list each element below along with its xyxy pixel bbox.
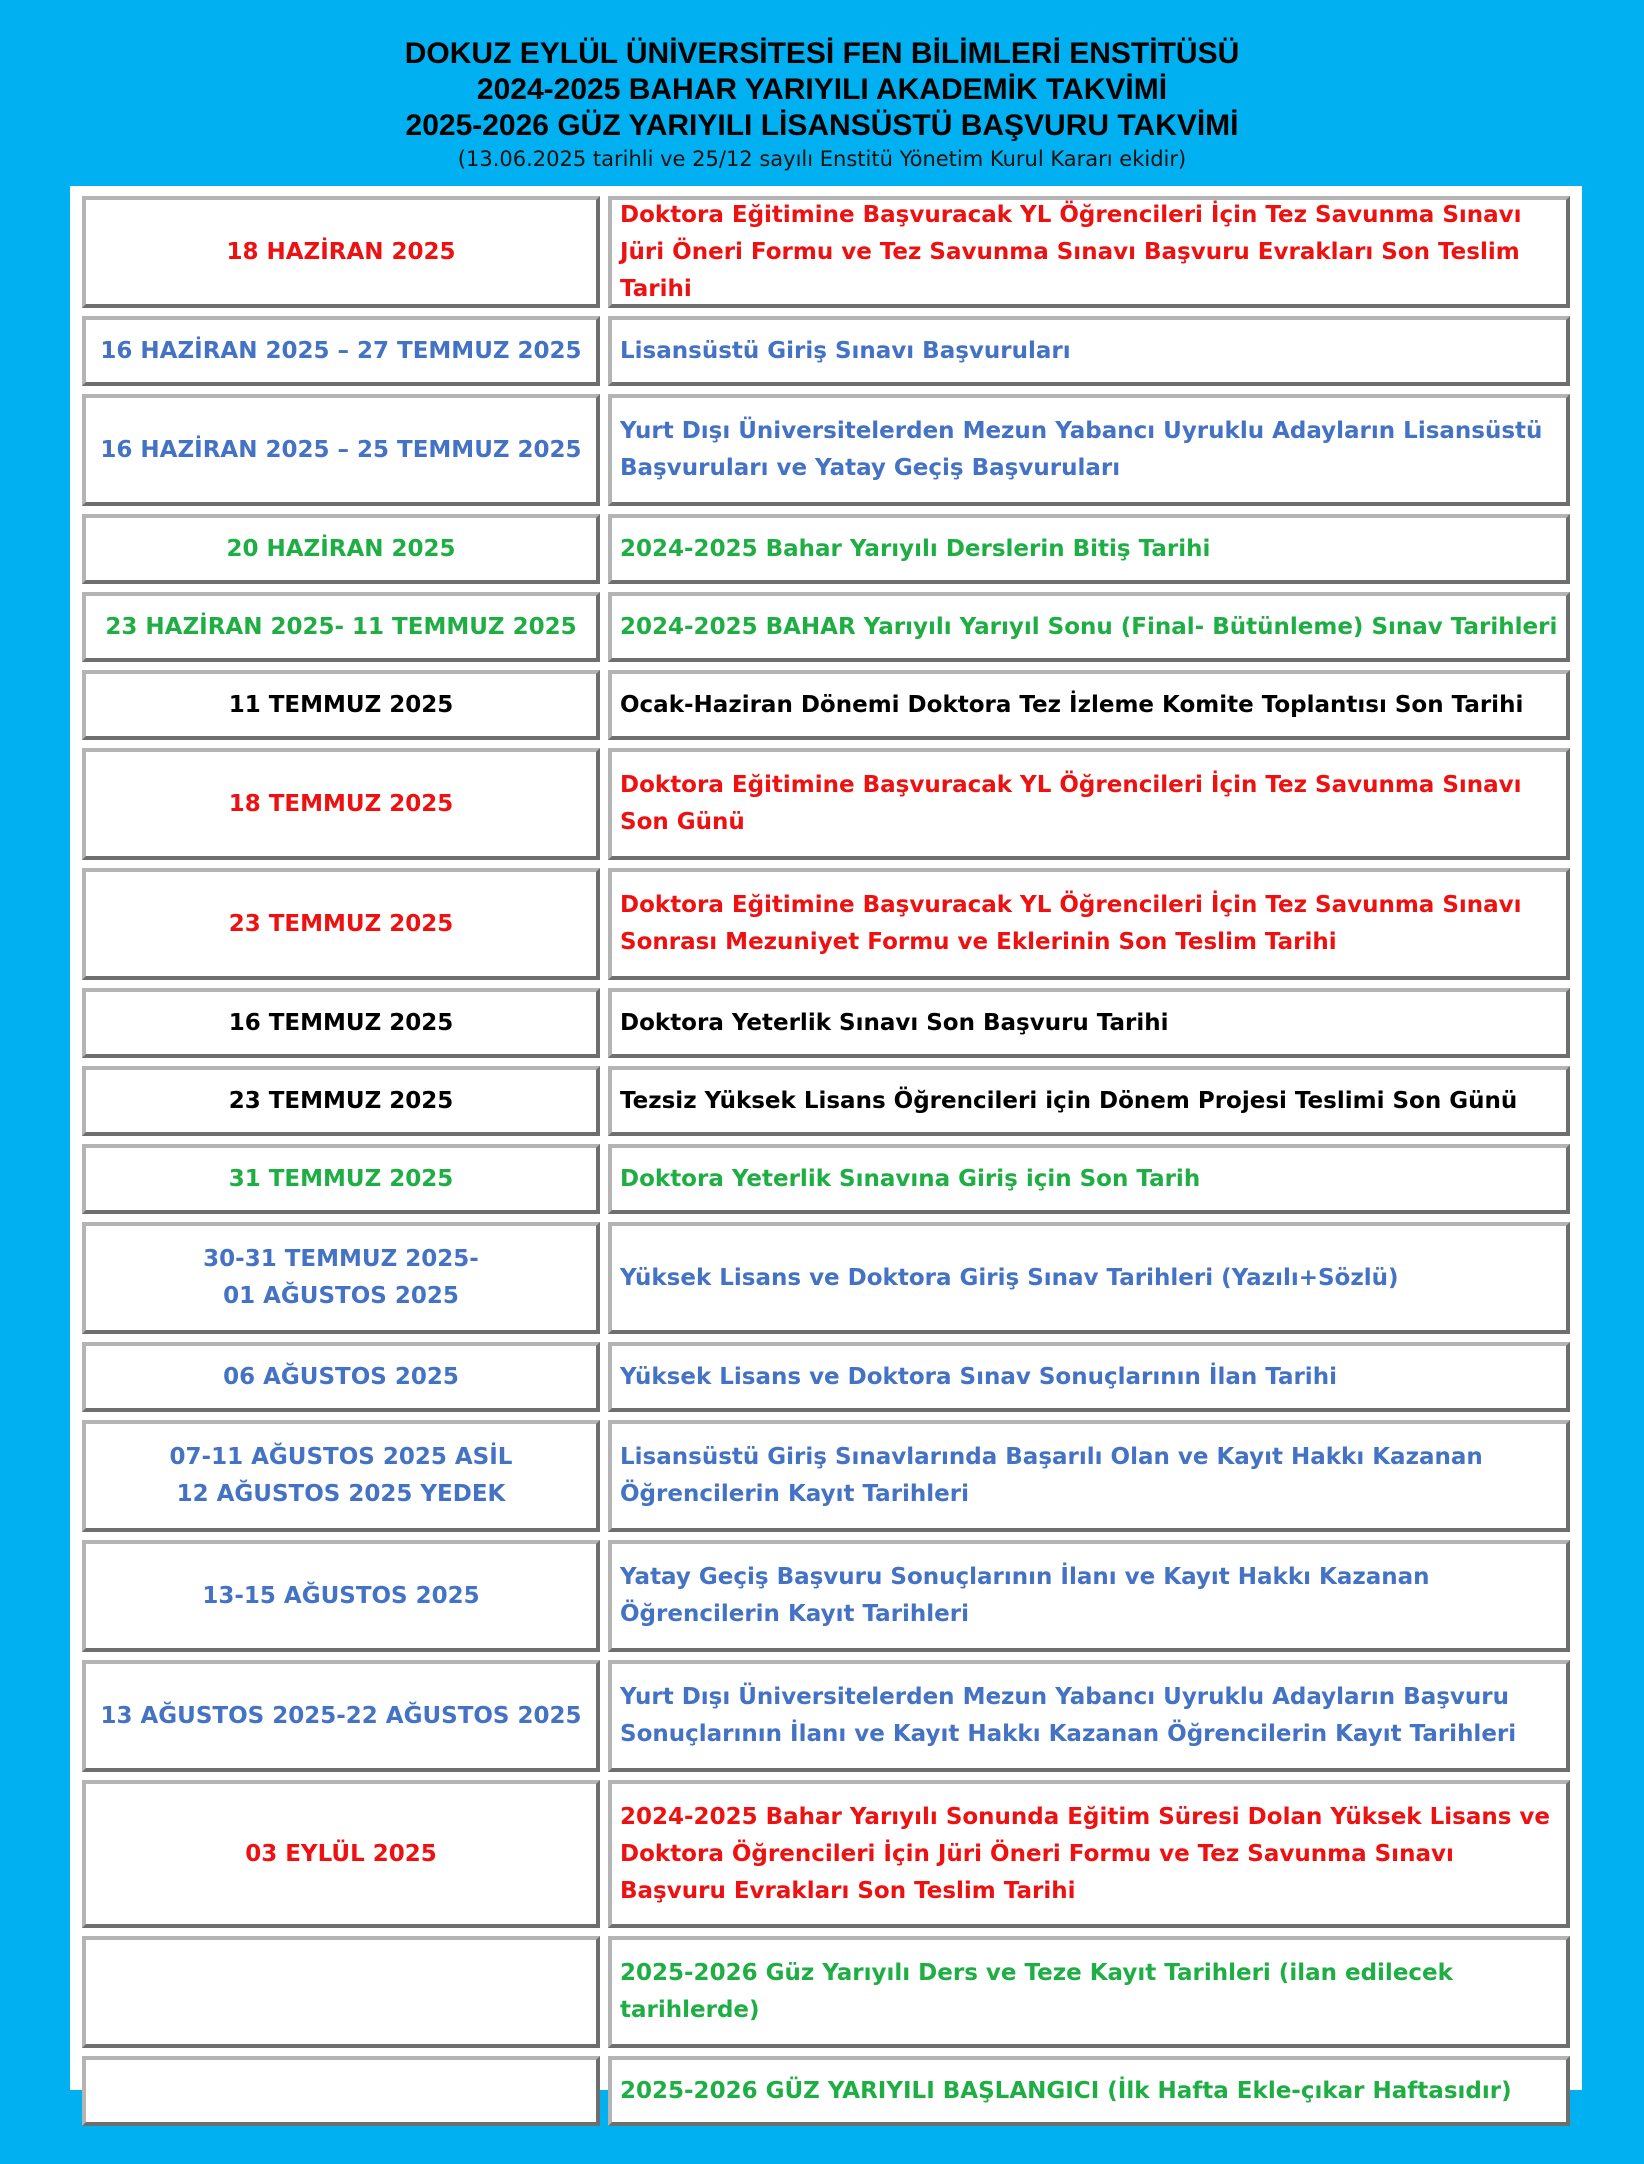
event-description-cell: Tezsiz Yüksek Lisans Öğrencileri için Dönem Projesi Teslimi Son Günü <box>608 1066 1570 1136</box>
calendar-row <box>82 1222 1570 1334</box>
date-cell: 20 HAZİRAN 2025 <box>82 514 600 584</box>
event-description-cell: Doktora Eğitimine Başvuracak YL Öğrencileri İçin Tez Savunma Sınavı Jüri Öneri Formu ve Tez Savunma Sınavı Başvuru Evrakları Son Teslim Tarihi <box>608 196 1570 308</box>
document-header <box>0 36 1644 174</box>
academic-calendar-title: 2024-2025 BAHAR YARIYILI AKADEMİK TAKVİMİ <box>476 73 1168 106</box>
event-description-cell: Doktora Yeterlik Sınavı Son Başvuru Tarihi <box>608 988 1570 1058</box>
calendar-row <box>82 1660 1570 1772</box>
date-cell <box>82 1936 600 2048</box>
event-description-cell: 2024-2025 BAHAR Yarıyılı Yarıyıl Sonu (Final- Bütünleme) Sınav Tarihleri <box>608 592 1570 662</box>
event-description-cell: 2024-2025 Bahar Yarıyılı Derslerin Bitiş Tarihi <box>608 514 1570 584</box>
event-description-cell: Ocak-Haziran Dönemi Doktora Tez İzleme Komite Toplantısı Son Tarihi <box>608 670 1570 740</box>
event-description-cell: Yüksek Lisans ve Doktora Giriş Sınav Tarihleri (Yazılı+Sözlü) <box>608 1222 1570 1334</box>
date-cell: 16 HAZİRAN 2025 – 25 TEMMUZ 2025 <box>82 394 600 506</box>
event-description-cell: 2025-2026 GÜZ YARIYILI BAŞLANGICI (İlk Hafta Ekle-çıkar Haftasıdır) <box>608 2056 1570 2126</box>
calendar-row <box>82 1420 1570 1532</box>
event-description-cell: Yatay Geçiş Başvuru Sonuçlarının İlanı ve Kayıt Hakkı Kazanan Öğrencilerin Kayıt Tarihleri <box>608 1540 1570 1652</box>
calendar-row <box>82 748 1570 860</box>
calendar-row <box>82 196 1570 308</box>
event-description-cell: Lisansüstü Giriş Sınavlarında Başarılı Olan ve Kayıt Hakkı Kazanan Öğrencilerin Kayıt Tarihleri <box>608 1420 1570 1532</box>
event-description-cell: Yüksek Lisans ve Doktora Sınav Sonuçlarının İlan Tarihi <box>608 1342 1570 1412</box>
calendar-row <box>82 592 1570 662</box>
calendar-row <box>82 670 1570 740</box>
calendar-row <box>82 1144 1570 1214</box>
date-cell: 31 TEMMUZ 2025 <box>82 1144 600 1214</box>
date-cell: 18 TEMMUZ 2025 <box>82 748 600 860</box>
calendar-row <box>82 868 1570 980</box>
date-cell: 13 AĞUSTOS 2025-22 AĞUSTOS 2025 <box>82 1660 600 1772</box>
calendar-row <box>82 394 1570 506</box>
event-description-cell: Lisansüstü Giriş Sınavı Başvuruları <box>608 316 1570 386</box>
calendar-row <box>82 1066 1570 1136</box>
date-cell: 03 EYLÜL 2025 <box>82 1780 600 1928</box>
calendar-row <box>82 316 1570 386</box>
date-cell: 30-31 TEMMUZ 2025- 01 AĞUSTOS 2025 <box>82 1222 600 1334</box>
calendar-rows <box>82 196 1570 2104</box>
date-cell: 11 TEMMUZ 2025 <box>82 670 600 740</box>
calendar-row <box>82 514 1570 584</box>
event-description-cell: Doktora Eğitimine Başvuracak YL Öğrencileri İçin Tez Savunma Sınavı Son Günü <box>608 748 1570 860</box>
event-description-cell: Doktora Eğitimine Başvuracak YL Öğrencileri İçin Tez Savunma Sınavı Sonrası Mezuniyet Formu ve Eklerinin Son Teslim Tarihi <box>608 868 1570 980</box>
calendar-row <box>82 1936 1570 2048</box>
event-description-cell: 2024-2025 Bahar Yarıyılı Sonunda Eğitim Süresi Dolan Yüksek Lisans ve Doktora Öğrencileri İçin Jüri Öneri Formu ve Tez Savunma Sınavı Başvuru Evrakları Son Teslim Tarihi <box>608 1780 1570 1928</box>
date-cell: 06 AĞUSTOS 2025 <box>82 1342 600 1412</box>
calendar-table <box>70 186 1582 2104</box>
date-cell: 23 HAZİRAN 2025- 11 TEMMUZ 2025 <box>82 592 600 662</box>
event-description-cell: Doktora Yeterlik Sınavına Giriş için Son Tarih <box>608 1144 1570 1214</box>
calendar-row <box>82 1780 1570 1928</box>
date-cell: 07-11 AĞUSTOS 2025 ASİL 12 AĞUSTOS 2025 YEDEK <box>82 1420 600 1532</box>
date-cell <box>82 2056 600 2126</box>
date-cell: 16 TEMMUZ 2025 <box>82 988 600 1058</box>
calendar-row <box>82 2056 1570 2126</box>
event-description-cell: 2025-2026 Güz Yarıyılı Ders ve Teze Kayıt Tarihleri (ilan edilecek tarihlerde) <box>608 1936 1570 2048</box>
date-cell: 23 TEMMUZ 2025 <box>82 1066 600 1136</box>
event-description-cell: Yurt Dışı Üniversitelerden Mezun Yabancı Uyruklu Adayların Lisansüstü Başvuruları ve Yatay Geçiş Başvuruları <box>608 394 1570 506</box>
event-description-cell: Yurt Dışı Üniversitelerden Mezun Yabancı Uyruklu Adayların Başvuru Sonuçlarının İlanı ve Kayıt Hakkı Kazanan Öğrencilerin Kayıt Tarihleri <box>608 1660 1570 1772</box>
decision-note: (13.06.2025 tarihli ve 25/12 sayılı Enstitü Yönetim Kurul Kararı ekidir) <box>457 147 1187 171</box>
date-cell: 23 TEMMUZ 2025 <box>82 868 600 980</box>
date-cell: 16 HAZİRAN 2025 – 27 TEMMUZ 2025 <box>82 316 600 386</box>
date-cell: 13-15 AĞUSTOS 2025 <box>82 1540 600 1652</box>
institute-title: DOKUZ EYLÜL ÜNİVERSİTESİ FEN BİLİMLERİ ENSTİTÜSÜ <box>404 37 1240 70</box>
calendar-row <box>82 1540 1570 1652</box>
calendar-row <box>82 988 1570 1058</box>
application-calendar-title: 2025-2026 GÜZ YARIYILI LİSANSÜSTÜ BAŞVURU TAKVİMİ <box>405 109 1239 142</box>
calendar-row <box>82 1342 1570 1412</box>
date-cell: 18 HAZİRAN 2025 <box>82 196 600 308</box>
